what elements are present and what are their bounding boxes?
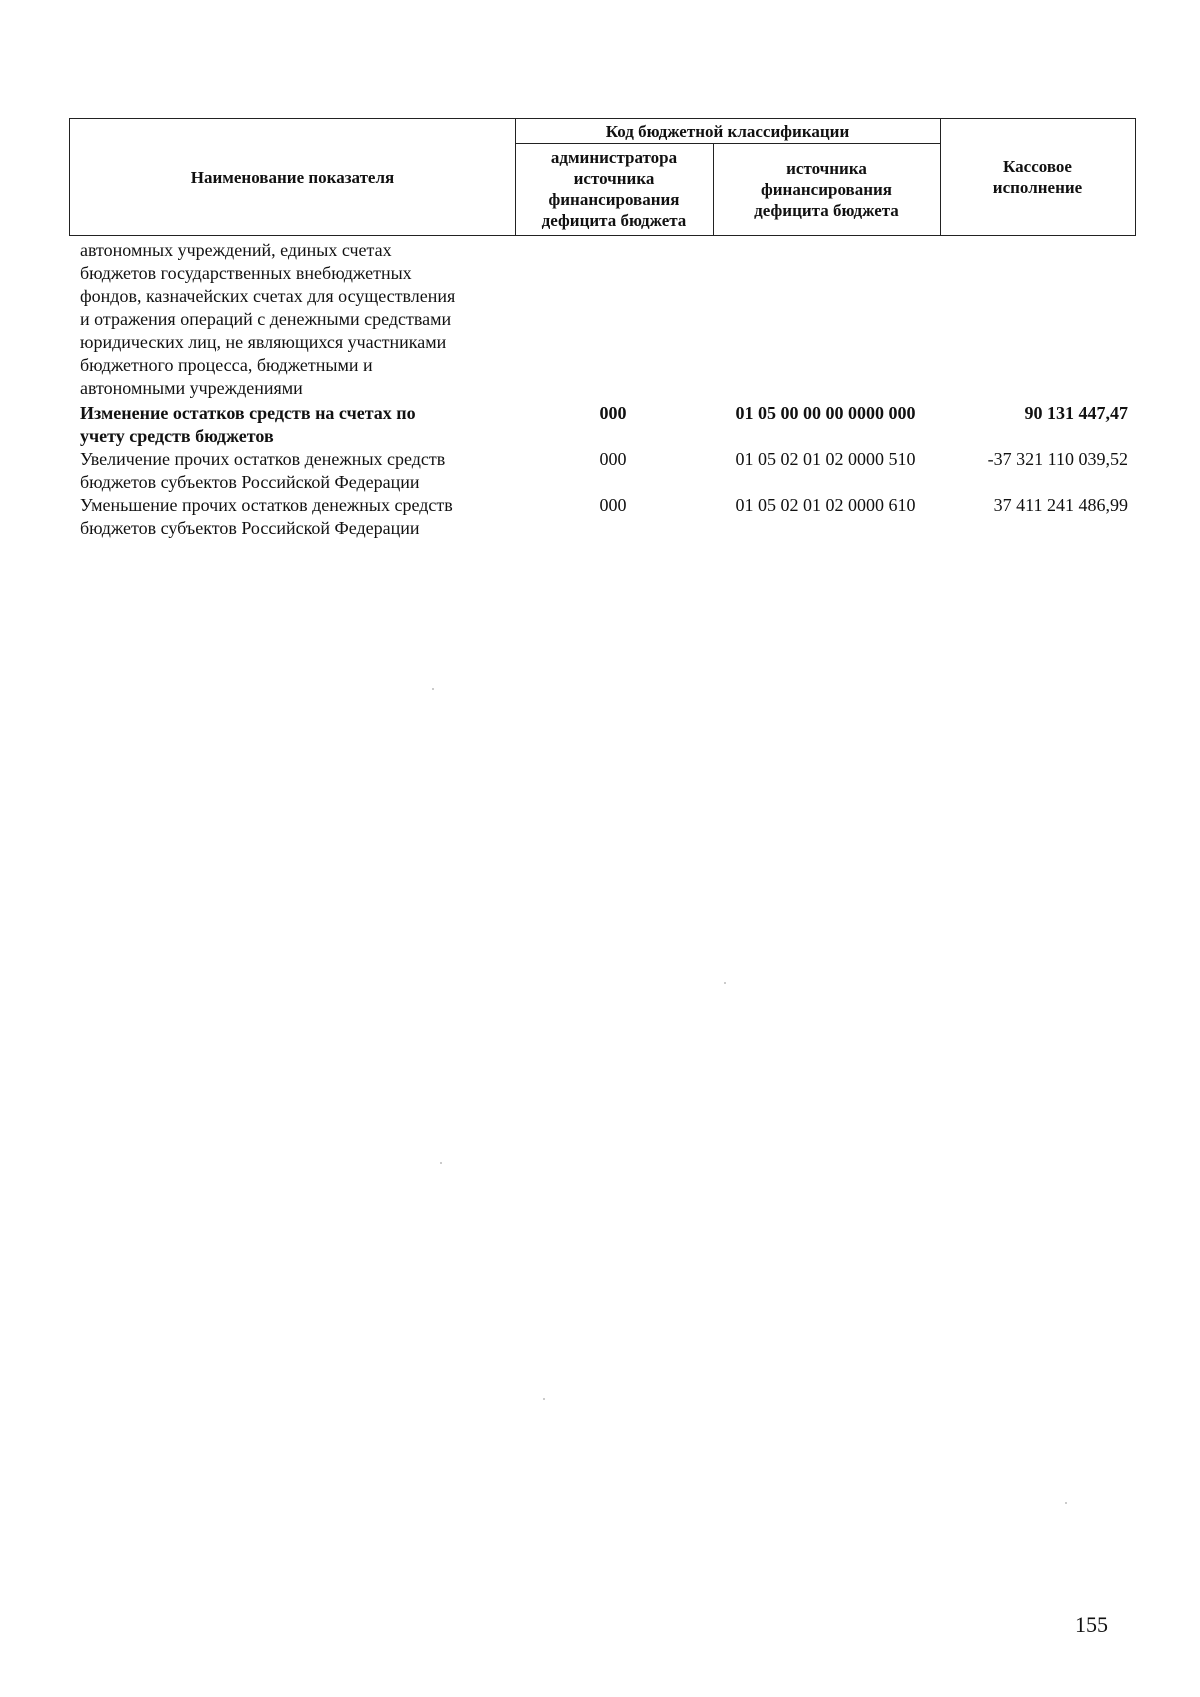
row-cash-value: -37 321 110 039,52 (987, 449, 1128, 469)
header-administrator: администратора источника финансирования дефицита бюджета (541, 148, 687, 230)
row-name-line: Изменение остатков средств на счетах по (80, 403, 416, 423)
header-classification-code: Код бюджетной классификации (605, 121, 850, 141)
row-name-line: бюджетов субъектов Российской Федерации (80, 472, 420, 492)
header-source: источника финансирования дефицита бюджета (754, 158, 899, 220)
row-cash-value: 37 411 241 486,99 (993, 495, 1128, 515)
row-name-line: бюджетов субъектов Российской Федерации (80, 518, 420, 538)
row-admin-code: 000 (599, 495, 627, 515)
text-line: автономными учреждениями (80, 378, 303, 398)
row-name-line: учету средств бюджетов (80, 426, 274, 446)
row-source-code: 01 05 02 01 02 0000 610 (735, 495, 916, 515)
table-header (69, 118, 1136, 236)
row-source-code: 01 05 00 00 00 0000 000 (735, 403, 916, 423)
text-line: юридических лиц, не являющихся участниками (80, 332, 447, 352)
text-line: и отражения операций с денежными средствами (80, 309, 452, 329)
header-name: Наименование показателя (190, 167, 395, 187)
header-cash-execution: Кассовое исполнение (992, 157, 1083, 197)
text-line: бюджетов государственных внебюджетных (80, 263, 412, 283)
page-number: 155 (1075, 1612, 1108, 1637)
row-name-line: Увеличение прочих остатков денежных средств (80, 449, 446, 469)
text-line: бюджетного процесса, бюджетными и (80, 355, 373, 375)
row-name-line: Уменьшение прочих остатков денежных средств (80, 495, 453, 515)
row-admin-code: 000 (599, 403, 627, 423)
row-cash-value: 90 131 447,47 (1024, 403, 1128, 423)
row-admin-code: 000 (599, 449, 627, 469)
text-line: фондов, казначейских счетах для осуществления (80, 286, 456, 306)
text-line: автономных учреждений, единых счетах (80, 240, 392, 260)
row-source-code: 01 05 02 01 02 0000 510 (735, 449, 916, 469)
